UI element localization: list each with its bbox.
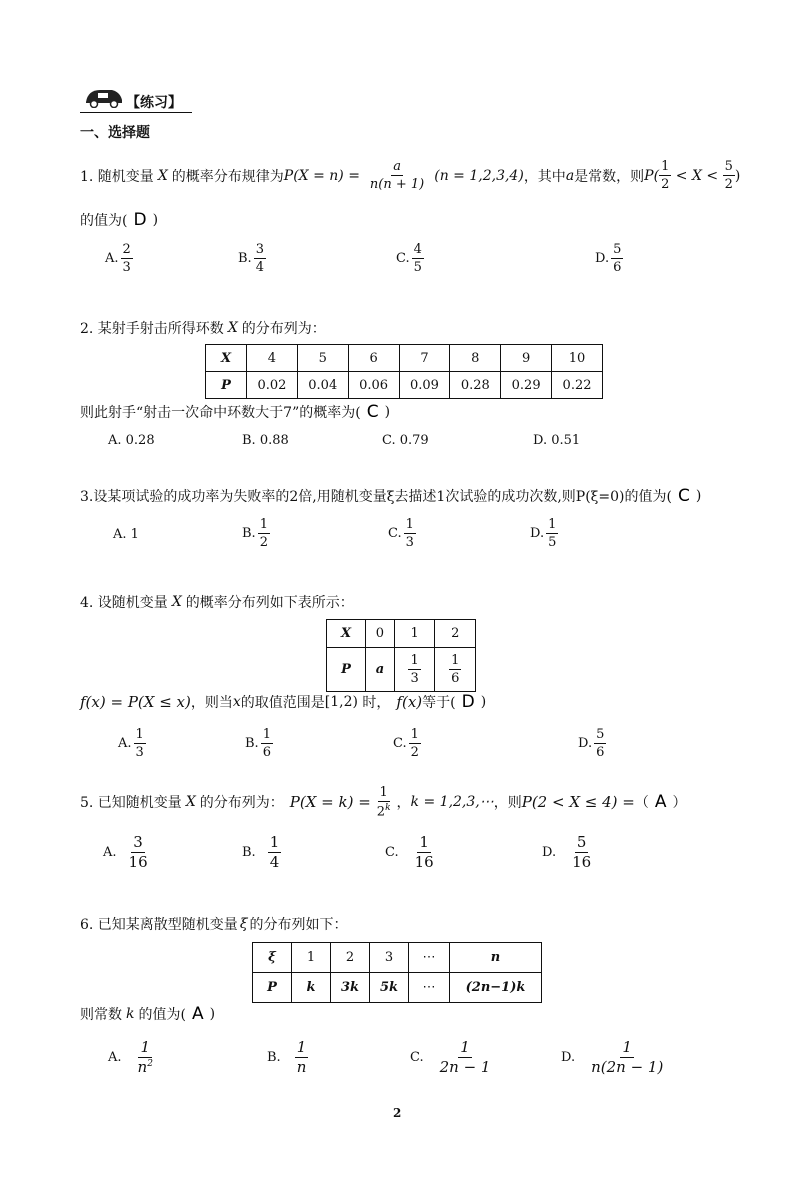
q4-range: [1,2): [324, 694, 358, 710]
table-cell: ξ: [253, 943, 292, 973]
table-cell: 8: [450, 345, 501, 372]
option-num: 1: [135, 727, 144, 742]
q1-half-den: 2: [661, 177, 670, 192]
q5-option-a[interactable]: [103, 835, 150, 870]
q1-option-b[interactable]: [238, 243, 266, 274]
table-cell: 0.04: [297, 372, 348, 399]
option-label: A.: [103, 845, 117, 860]
question-4: [80, 592, 354, 612]
option-label: D.: [542, 845, 557, 860]
q6-answer: A: [191, 1004, 204, 1024]
q5-formula-lhs: P(X = k) =: [289, 793, 371, 812]
table-cell: X: [206, 345, 247, 372]
table-cell: 0.02: [247, 372, 298, 399]
q6-text-a: 6. 已知某离散型随机变量: [80, 917, 238, 933]
q1-mid: < X <: [671, 167, 723, 184]
q1-option-c[interactable]: [396, 243, 424, 274]
option-label: C.: [388, 526, 402, 541]
q3-option-c[interactable]: [388, 518, 416, 549]
q1-close: ): [152, 212, 159, 228]
q1-text-a: 1. 随机变量: [80, 168, 154, 185]
q1-line2-text: 的值为(: [80, 213, 128, 229]
table-cell: 2: [435, 620, 476, 648]
option-num: 1: [269, 833, 280, 851]
q5-frac-den-sup: k: [385, 803, 391, 813]
option-label: A.: [105, 251, 119, 266]
option-den: 4: [255, 260, 264, 275]
table-cell: P: [253, 973, 292, 1003]
option-den: 16: [572, 853, 592, 871]
q6-k: k: [126, 1006, 135, 1022]
option-label: C.: [396, 251, 410, 266]
q4-distribution-table: [326, 619, 476, 692]
q6-line2: [80, 1004, 215, 1024]
q1-half-num: 1: [661, 159, 670, 174]
table-cell: 1: [394, 620, 435, 648]
table-cell: X: [327, 620, 366, 648]
q6-option-a[interactable]: [108, 1040, 155, 1075]
q5-close: ）: [672, 795, 687, 812]
page-number: 2: [393, 1106, 402, 1120]
question-5: [80, 786, 686, 818]
option-num: 1: [410, 727, 419, 742]
q5-text-d: ，则: [493, 795, 522, 812]
q2-distribution-table: [205, 344, 603, 399]
table-cell: 10: [552, 345, 603, 372]
option-num: 1: [405, 517, 414, 532]
option-label: B.: [238, 251, 252, 266]
q1-answer: D: [133, 210, 147, 230]
option-den: 16: [414, 853, 434, 871]
option-den: 2: [410, 745, 419, 760]
q4-text-d: 的取值范围是: [240, 695, 325, 711]
option-label: D.: [561, 1050, 576, 1065]
section-title: 一、选择题: [80, 125, 150, 141]
q4-answer: D: [461, 692, 475, 712]
q6-option-d[interactable]: [561, 1040, 665, 1075]
table-cell: (2n−1)k: [450, 973, 542, 1003]
q5-text-c: ，: [396, 795, 411, 812]
q5-frac-num: 1: [379, 785, 388, 800]
option-num: 1: [296, 1038, 307, 1056]
option-num: 5: [596, 727, 605, 742]
table-cell: a: [366, 648, 395, 692]
q6-text-b: 的分布列如下：: [249, 917, 348, 933]
q6-option-c[interactable]: [410, 1040, 492, 1075]
option-den: 2: [259, 535, 268, 550]
q2-var: X: [227, 320, 238, 336]
q6-option-b[interactable]: [267, 1040, 308, 1075]
exercise-header: [80, 88, 192, 113]
q1-fivehalf-num: 5: [724, 159, 733, 174]
option-num: 2: [122, 242, 131, 257]
q6-line2-a: 则常数: [80, 1007, 122, 1023]
q3-option-a[interactable]: [113, 527, 139, 542]
option-den: n: [137, 1058, 148, 1076]
option-label: D.: [595, 251, 610, 266]
option-label: B.: [242, 845, 256, 860]
option-label: B.: [245, 736, 259, 751]
option-num: 1: [419, 833, 429, 851]
table-cell: ⋯: [409, 943, 450, 973]
q1-frac-num: a: [393, 159, 401, 174]
option-num: 1: [262, 727, 271, 742]
table-cell: [394, 648, 435, 692]
question-6: [80, 914, 348, 934]
q1-frac-den: n(n + 1): [369, 177, 425, 192]
q1-option-a[interactable]: [105, 243, 133, 274]
q2-close: ): [384, 404, 391, 420]
q3-close: ): [695, 488, 702, 504]
option-den: n(2n − 1): [591, 1058, 664, 1076]
q2-option-d[interactable]: D. 0.51: [533, 433, 581, 448]
option-label: A.: [108, 1050, 122, 1065]
q4-text-c: ，则当: [190, 695, 233, 711]
option-den: 5: [413, 260, 422, 275]
option-den: n: [296, 1058, 307, 1076]
option-den: 2n − 1: [439, 1058, 491, 1076]
q5-answer: A: [654, 792, 667, 813]
q2-line2-text: 则此射手“射击一次命中环数大于7”的概率为(: [80, 405, 361, 421]
q5-var: X: [185, 794, 196, 811]
cell-den: 6: [451, 671, 460, 686]
q4-text-e: 时，: [357, 695, 391, 711]
table-cell: 3: [370, 943, 409, 973]
option-den-sup: 2: [147, 1059, 153, 1069]
option-label: C.: [393, 736, 407, 751]
option-num: 1: [622, 1038, 632, 1056]
table-cell: 6: [348, 345, 399, 372]
q2-option-c[interactable]: C. 0.79: [382, 433, 429, 448]
q5-option-c[interactable]: [385, 835, 436, 870]
q2-option-b[interactable]: B. 0.88: [242, 433, 289, 448]
table-cell: 5: [297, 345, 348, 372]
table-cell: 0.28: [450, 372, 501, 399]
option-den: 3: [135, 745, 144, 760]
table-cell: k: [292, 973, 331, 1003]
table-cell: 0.22: [552, 372, 603, 399]
q5-target: P(2 < X ≤ 4) =: [521, 793, 635, 812]
q4-formula: f(x) = P(X ≤ x): [80, 693, 191, 711]
q4-option-a[interactable]: [118, 728, 146, 759]
q6-line2-b: 的值为(: [138, 1007, 186, 1023]
q5-text-b: 的分布列为：: [199, 795, 284, 812]
option-num: 1: [460, 1038, 470, 1056]
table-cell: ⋯: [409, 973, 450, 1003]
q3-answer: C: [677, 486, 690, 506]
table-cell: 2: [331, 943, 370, 973]
question-1: [80, 160, 740, 191]
q5-paren-open: （: [634, 795, 649, 812]
table-cell: 9: [501, 345, 552, 372]
q3-text: 3.设某项试验的成功率为失败率的2倍,用随机变量ξ去描述1次试验的成功次数,则P(ξ=0)的值为(: [80, 489, 672, 505]
table-cell: n: [450, 943, 542, 973]
option-num: 1: [140, 1038, 150, 1056]
q4-option-d[interactable]: [578, 728, 606, 759]
table-cell: P: [206, 372, 247, 399]
q4-var: X: [171, 594, 182, 610]
question-3: [80, 486, 701, 506]
q4-text-f: 等于(: [422, 695, 456, 711]
q5-option-b[interactable]: [242, 835, 281, 870]
option-den: 4: [269, 853, 280, 871]
q5-option-d[interactable]: [542, 835, 593, 870]
option-den: 3: [122, 260, 131, 275]
q5-k-range: k = 1,2,3,⋯: [410, 794, 494, 811]
option-label: B.: [267, 1050, 281, 1065]
table-cell: 4: [247, 345, 298, 372]
table-cell: 0.09: [399, 372, 450, 399]
question-2: [80, 318, 326, 338]
option-num: 1: [259, 517, 268, 532]
q4-option-b[interactable]: [245, 728, 273, 759]
option-label: C.: [385, 845, 399, 860]
option-num: 4: [413, 242, 422, 257]
q4-text-a: 4. 设随机变量: [80, 595, 168, 611]
q1-p-close: ): [734, 167, 741, 184]
option-label: D.: [530, 526, 545, 541]
option-num: 5: [613, 242, 622, 257]
cell-num: 1: [410, 653, 419, 668]
q1-p-open: P(: [644, 167, 660, 184]
q6-close: ): [209, 1006, 216, 1022]
q3-option-b[interactable]: [242, 518, 270, 549]
option-num: 3: [133, 833, 143, 851]
q1-a: a: [565, 167, 575, 184]
q2-line2: [80, 402, 390, 422]
q1-cond: (n = 1,2,3,4): [434, 167, 524, 184]
q3-option-d[interactable]: [530, 518, 558, 549]
cell-num: 1: [451, 653, 460, 668]
car-logo-icon: [82, 84, 126, 108]
table-cell: 0.06: [348, 372, 399, 399]
option-label: B.: [242, 526, 256, 541]
option-num: 1: [548, 517, 557, 532]
q4-fx: f(x): [396, 693, 423, 711]
q2-text-b: 的分布列为：: [241, 321, 326, 337]
q1-line2: [80, 210, 158, 230]
q4-x: x: [232, 694, 241, 710]
option-den: 16: [128, 853, 148, 871]
q2-answer: C: [366, 402, 379, 422]
option-den: 3: [405, 535, 414, 550]
table-cell: 7: [399, 345, 450, 372]
q4-line2: [80, 692, 486, 712]
option-label: A.: [118, 736, 132, 751]
q1-option-d[interactable]: [595, 243, 623, 274]
option-den: 5: [548, 535, 557, 550]
q5-text-a: 5. 已知随机变量: [80, 795, 182, 812]
exercise-label: 【练习】: [126, 95, 182, 111]
q4-option-c[interactable]: [393, 728, 421, 759]
q2-text-a: 2. 某射手射击所得环数: [80, 321, 224, 337]
q6-distribution-table: [252, 942, 542, 1003]
q4-close: ): [480, 694, 487, 710]
q1-text-c: ，其中: [523, 168, 566, 185]
table-cell: P: [327, 648, 366, 692]
option-label: C.: [410, 1050, 424, 1065]
table-cell: 0.29: [501, 372, 552, 399]
q2-option-a[interactable]: A. 0.28: [108, 433, 155, 448]
option-num: 5: [576, 833, 587, 851]
option-den: 6: [596, 745, 605, 760]
table-cell: 1: [292, 943, 331, 973]
option-label: D.: [578, 736, 593, 751]
option-den: 6: [613, 260, 622, 275]
table-cell: 5k: [370, 973, 409, 1003]
q1-var: X: [157, 167, 168, 184]
q1-text-d: 是常数，则: [574, 168, 645, 185]
q1-formula-lhs: P(X = n) =: [283, 167, 360, 184]
q5-frac-den: 2: [376, 804, 386, 820]
q1-fivehalf-den: 2: [724, 177, 733, 192]
table-cell: 3k: [331, 973, 370, 1003]
option-num: 3: [255, 242, 264, 257]
cell-den: 3: [410, 671, 419, 686]
option-den: 6: [262, 745, 271, 760]
option-label: A. 1: [113, 527, 139, 542]
q6-var: ξ: [239, 916, 248, 932]
q4-text-b: 的概率分布列如下表所示：: [185, 595, 354, 611]
table-cell: 0: [366, 620, 395, 648]
q1-text-b: 的概率分布规律为: [171, 168, 284, 185]
table-cell: [435, 648, 476, 692]
